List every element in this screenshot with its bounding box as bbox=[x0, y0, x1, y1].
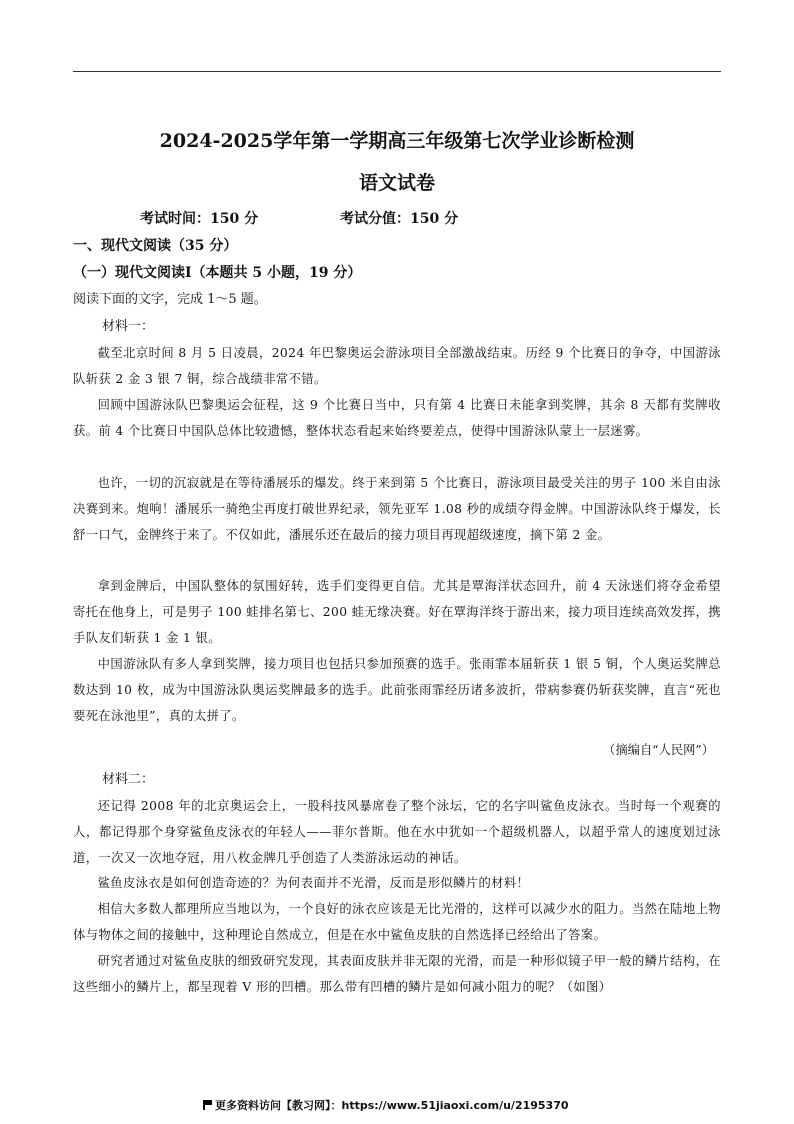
subsection-heading-reading-1: （一）现代文阅读Ⅰ（本题共 5 小题，19 分） bbox=[73, 265, 362, 281]
subject-title: 语文试卷 bbox=[358, 172, 435, 194]
material-2-paragraph: 鲨鱼皮泳衣是如何创造奇迹的？为何表面并不光滑，反而是形似鳞片的材料！ bbox=[97, 876, 530, 890]
flag-icon bbox=[203, 1100, 212, 1110]
exam-score: 考试分值：150 分 bbox=[340, 211, 459, 227]
material-2-paragraph: 相信大多数人都理所应当地以为，一个良好的泳衣应该是无比光滑的，这样可以减少水的阻力。当然在陆地上物体与物体之间的接触中，这种理论自然成立，但是在水中鲨鱼皮肤的自然选择已经给出了答案。 bbox=[73, 902, 721, 942]
reading-instruction: 阅读下面的文字，完成 1～5 题。 bbox=[73, 292, 267, 307]
exam-time: 考试时间：150 分 bbox=[140, 211, 259, 227]
material-1-paragraph: 拿到金牌后，中国队整体的氛围好转，选手们变得更自信。尤其是覃海洋状态回升，前 4 天泳迷们将夺金希望寄托在他身上，可是男子 100 蛙排名第七、200 蛙无缘决赛。好在覃海洋终于游出来，接力项目连续高效发挥，携手队友们斩获 1 金 1 银。 bbox=[73, 579, 721, 645]
material-2-paragraph: 研究者通过对鲨鱼皮肤的细致研究发现，其表面皮肤并非无限的光滑，而是一种形似镜子甲一般的鳞片结构，在这些细小的鳞片上，都呈现着 V 形的凹槽。那么带有凹槽的鳞片是如何减小阻力的呢？（如图） bbox=[73, 954, 721, 994]
material-1-paragraph: 回顾中国游泳队巴黎奥运会征程，这 9 个比赛日当中，只有第 4 比赛日未能拿到奖牌，其余 8 天都有奖牌收获。前 4 个比赛日中国队总体比较遗憾，整体状态看起来始终要差点，使得中国游泳队蒙上一层迷雾。 bbox=[73, 398, 721, 438]
material-1-label: 材料一： bbox=[102, 319, 155, 334]
header-rule bbox=[73, 71, 721, 72]
material-1-paragraph: 中国游泳队有多人拿到奖牌，接力项目也包括只参加预赛的选手。张雨霏本届斩获 1 银 5 铜，个人奥运奖牌总数达到 10 枚，成为中国游泳队奥运奖牌最多的选手。此前张雨霏经历诸多波折，带病参赛仍斩获奖牌，直言“死也要死在泳池里”，真的太拼了。 bbox=[73, 657, 721, 723]
section-heading-modern-reading: 一、现代文阅读（35 分） bbox=[73, 238, 238, 254]
material-2-label: 材料二： bbox=[102, 772, 155, 787]
material-1-paragraph: 截至北京时间 8 月 5 日凌晨，2024 年巴黎奥运会游泳项目全部激战结束。历经 9 个比赛日的争夺，中国游泳队斩获 2 金 3 银 7 铜，综合战绩非常不错。 bbox=[73, 346, 721, 386]
footer-link[interactable]: https://www.51jiaoxi.com/u/2195370 bbox=[341, 1099, 569, 1112]
material-2-paragraph: 还记得 2008 年的北京奥运会上，一股科技风暴席卷了整个泳坛，它的名字叫鲨鱼皮泳衣。当时每一个观赛的人，都记得那个身穿鲨鱼皮泳衣的年轻人——菲尔普斯。他在水中犹如一个超级机器人，以超乎常人的速度划过泳道，一次又一次地夺冠，用八枚金牌几乎创造了人类游泳运动的神话。 bbox=[73, 799, 721, 865]
material-1-paragraph: 也许，一切的沉寂就是在等待潘展乐的爆发。终于来到第 5 个比赛日，游泳项目最受关注的男子 100 米自由泳决赛到来。炮响！潘展乐一骑绝尘再度打破世界纪录，领先亚军 1.08 秒的成绩夺得金牌。中国游泳队终于爆发，长舒一口气，金牌终于来了。不仅如此，潘展乐还在最后的接力项目再现超级速度，摘下第 2 金。 bbox=[73, 476, 721, 542]
footer-promo bbox=[203, 1097, 569, 1113]
exam-title: 2024-2025学年第一学期高三年级第七次学业诊断检测 bbox=[159, 130, 635, 152]
footer-prefix: 更多资料访问【教习网】： bbox=[215, 1099, 342, 1112]
material-1-source: （摘编自“人民网”） bbox=[603, 743, 714, 757]
